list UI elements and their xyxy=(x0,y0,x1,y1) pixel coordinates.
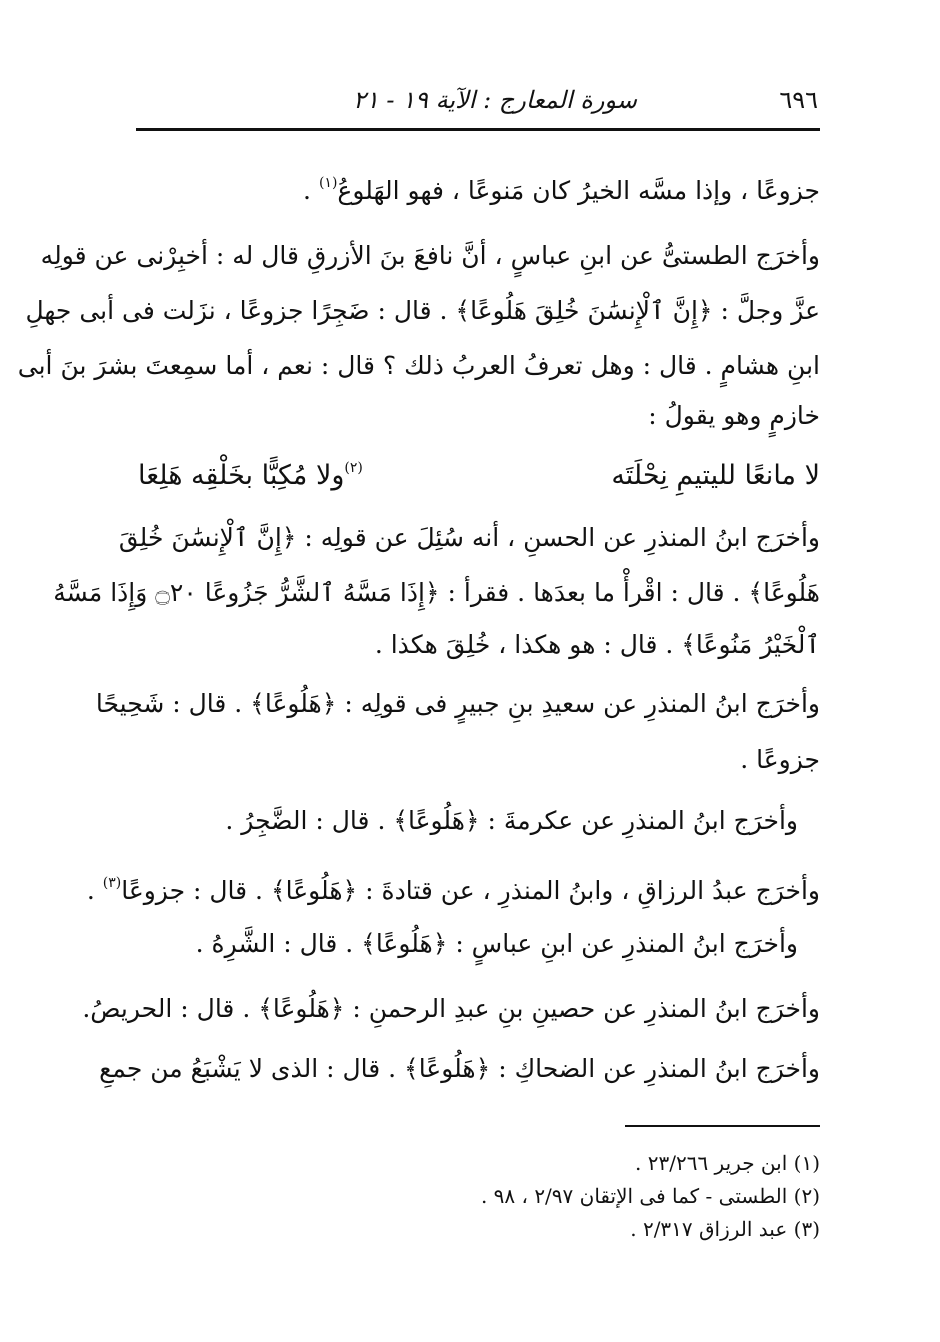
footnote: (٣) عبد الرزاق ٢/٣١٧ . xyxy=(630,1217,820,1241)
text-line: جزوعًا ، وإذا مسَّه الخيرُ كان مَنوعًا ، فهو الهَلوعُ$^{(١)}$ . xyxy=(303,175,820,205)
text-line: وأخرَج ابنُ المنذرِ عن عكرمةَ : ﴿هَلُوعًا﴾ . قال : الضَّجِرُ . xyxy=(225,806,798,835)
footnote-divider xyxy=(625,1125,820,1127)
verse-hemistich-first: لا مانعًا لليتيمِ نِحْلَتَه xyxy=(611,460,820,491)
text-line: هَلُوعًا﴾ . قال : اقْرأْ ما بعدَها . فقرأ : ﴿إِذَا مَسَّهُ ٱلشَّرُّ جَزُوعًا ۝٢٠ وَإِذَا مَسَّهُ xyxy=(53,578,820,607)
text-line: وأخرَج ابنُ المنذرِ عن الضحاكِ : ﴿هَلُوعًا﴾ . قال : الذى لا يَشْبَعُ من جمعِ xyxy=(99,1054,820,1083)
header-divider xyxy=(136,128,820,131)
verse-hemistich-second: $^{(٢)}$ولا مُكِبًّا بخَلْقِه هَلِعَا xyxy=(138,460,363,491)
page-header xyxy=(138,80,818,120)
text-line: وأخرَج عبدُ الرزاقِ ، وابنُ المنذرِ ، عن قتادةَ : ﴿هَلُوعًا﴾ . قال : جزوعًا$^{(٣)}$ . xyxy=(86,875,820,905)
running-title: سورة المعارج : الآية ١٩ - ٢١ xyxy=(353,86,637,114)
footnote-ref: (٢) xyxy=(344,460,363,476)
footnote: (١) ابن جرير ٢٣/٢٦٦ . xyxy=(635,1151,820,1175)
text-line: جزوعًا . xyxy=(740,745,820,774)
footnote-ref: (١) xyxy=(318,175,338,191)
footnote: (٢) الطستى - كما فى الإتقان ٢/٩٧ ، ٩٨ . xyxy=(480,1184,820,1208)
text-line: وأخرَج الطستىُّ عن ابنِ عباسٍ ، أنَّ نافعَ بنَ الأزرقِ قال له : أخبِرْنى عن قولِه xyxy=(40,241,820,270)
text-line: خازمٍ وهو يقولُ : xyxy=(648,401,820,430)
text-line: ابنِ هشامٍ . قال : وهل تعرفُ العربُ ذلك ؟ قال : نعم ، أما سمِعتَ بشرَ بنَ أبى xyxy=(17,351,820,380)
text-line: وأخرَج ابنُ المنذرِ عن حصينِ بنِ عبدِ الرحمنِ : ﴿هَلُوعًا﴾ . قال : الحريصُ. xyxy=(82,994,820,1023)
text-line: ٱلْخَيْرُ مَنُوعًا﴾ . قال : هو هكذا ، خُلِقَ هكذا . xyxy=(374,630,820,659)
text-line: وأخرَج ابنُ المنذرِ عن الحسنِ ، أنه سُئِلَ عن قولِه : ﴿إِنَّ ٱلْإِنسَٰنَ خُلِقَ xyxy=(118,523,820,552)
text-line: عزَّ وجلَّ : ﴿إِنَّ ٱلْإِنسَٰنَ خُلِقَ هَلُوعًا﴾ . قال : ضَجِرًا جزوعًا ، نزَلت فى أبى جهلِ xyxy=(25,296,820,325)
text-line: وأخرَج ابنُ المنذرِ عن ابنِ عباسٍ : ﴿هَلُوعًا﴾ . قال : الشَّرِهُ . xyxy=(195,929,798,958)
text-line: وأخرَج ابنُ المنذرِ عن سعيدِ بنِ جبيرٍ فى قولِه : ﴿هَلُوعًا﴾ . قال : شَحِيحًا xyxy=(95,689,820,718)
page-number: ٦٩٦ xyxy=(779,86,818,114)
footnote-ref: (٣) xyxy=(102,875,122,891)
